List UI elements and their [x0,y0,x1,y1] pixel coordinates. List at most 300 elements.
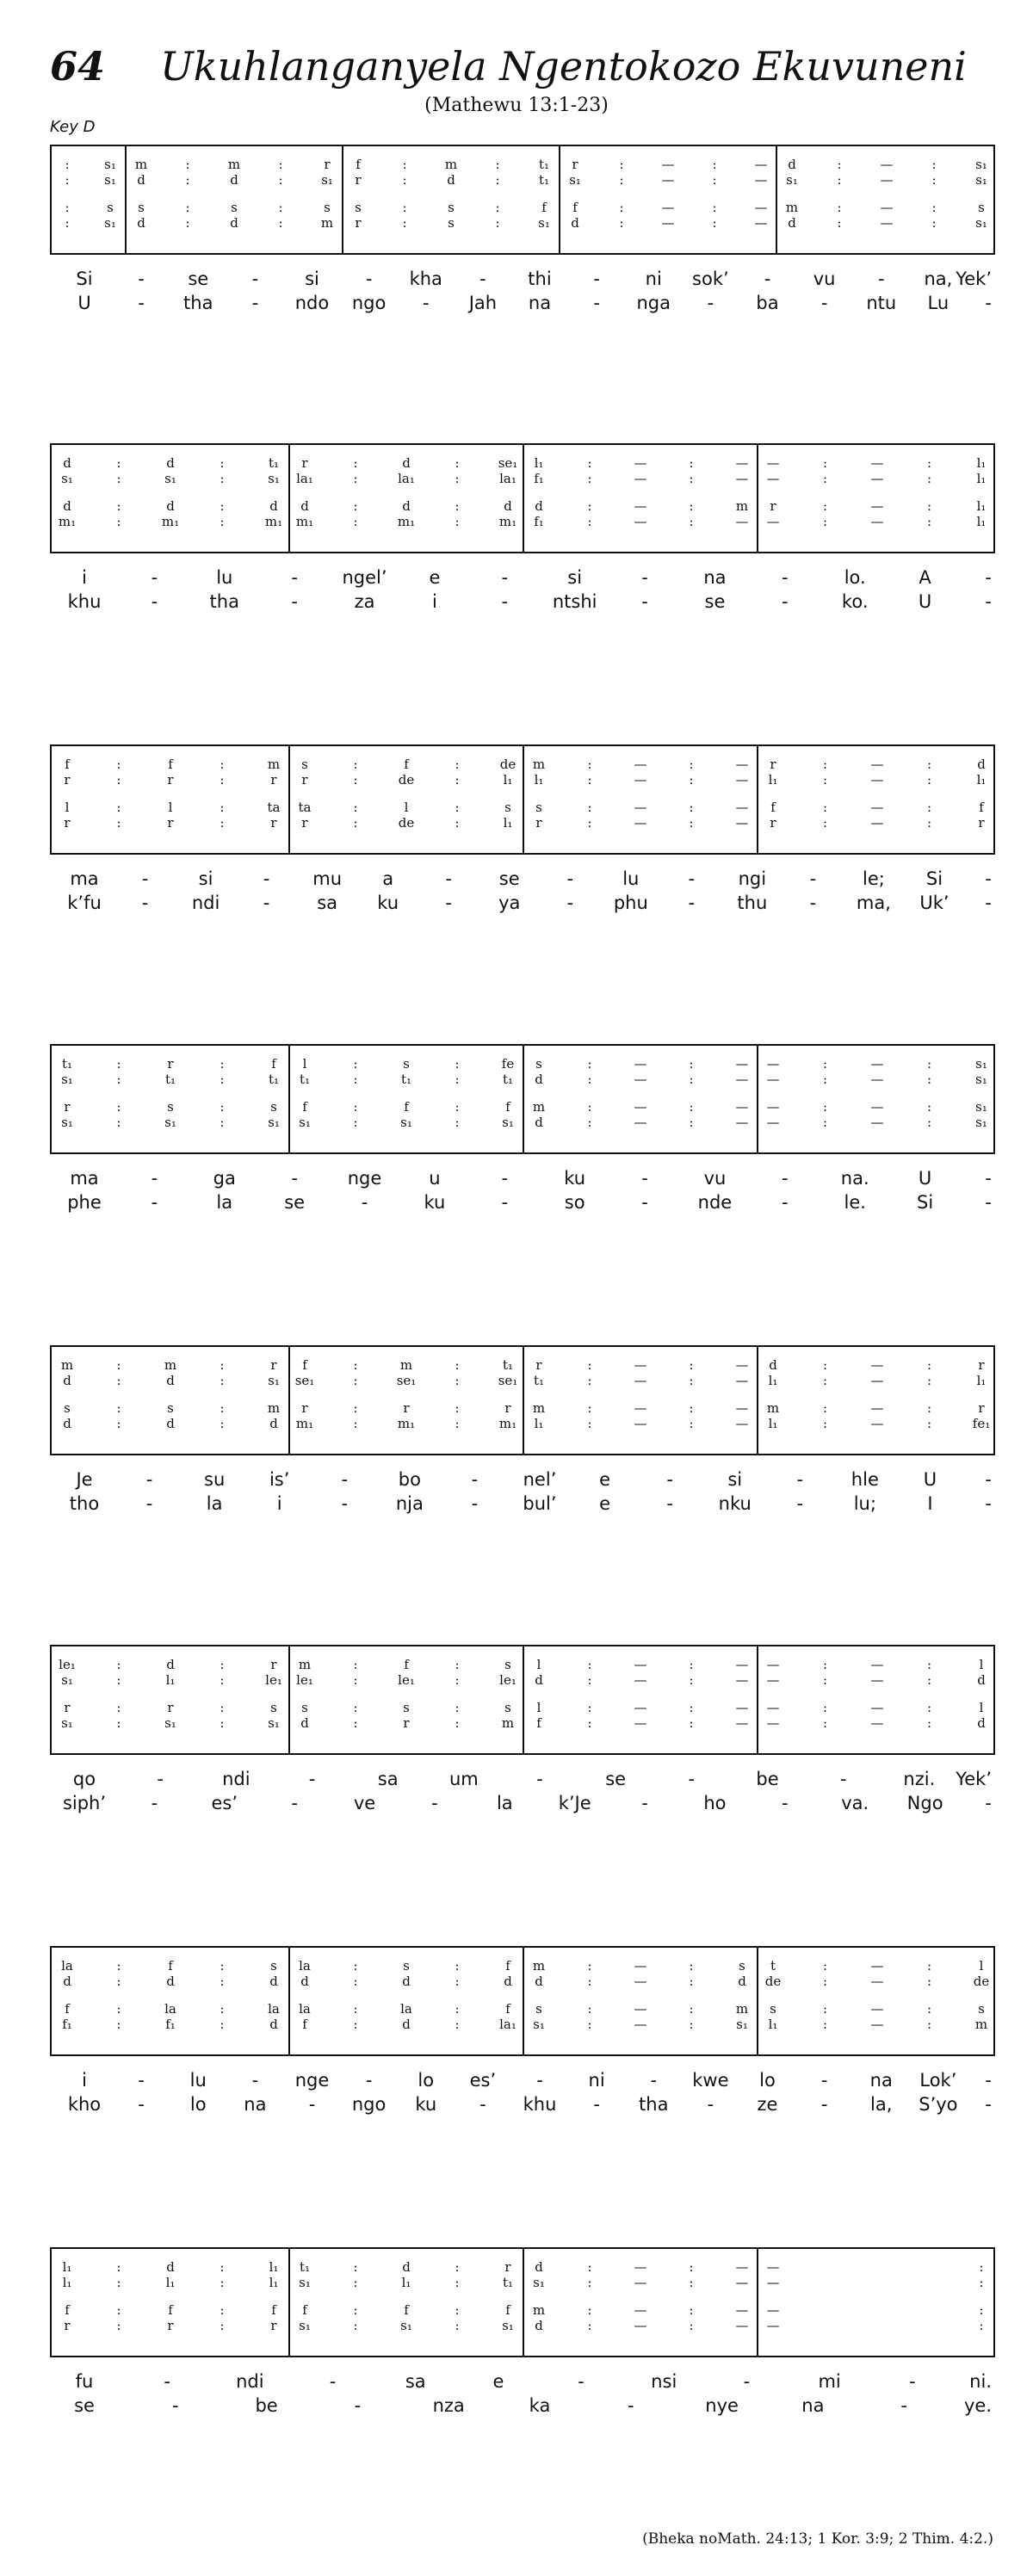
solfa-note: m [766,1400,780,1416]
lyric-syllable: va. [841,1793,869,1813]
solfa-note: s₁ [538,215,550,231]
beat-separator: : [689,772,694,788]
syllable-hyphen: - [365,2070,373,2091]
solfa-note: — [735,757,749,772]
lyric-syllable: sa [377,1769,399,1789]
voice-part [52,455,993,471]
solfa-note: r [64,772,71,788]
solfa-note: de [499,757,516,772]
solfa-note: d [166,1974,175,1989]
lyric-syllable: sok’ [692,269,729,289]
beat-separator: : [822,815,828,831]
solfa-note: — [870,1974,884,1989]
solfa-note: m [532,1958,546,1974]
solfa-note: la₁ [398,471,415,486]
beat-separator: : [837,215,842,231]
beat-separator: : [689,2001,694,2017]
syllable-hyphen: - [251,293,259,313]
solfa-note: d [504,498,512,514]
solfa-note: t₁ [164,1072,176,1087]
beat-separator: : [689,2302,694,2318]
beat-separator: : [926,815,932,831]
lyric-syllable: be [756,1769,779,1789]
syllable-hyphen: - [809,868,817,889]
lyric-syllable: is’ [269,1469,290,1490]
beat-separator: : [116,815,121,831]
beat-separator: : [455,1400,460,1416]
solfa-note: m [735,2001,749,2017]
beat-separator: : [689,2318,694,2333]
syllable-hyphen: - [341,1493,349,1514]
solfa-note: — [766,2318,780,2333]
beat-separator: : [116,498,121,514]
solfa-note: le₁ [398,1672,415,1688]
solfa-note: l₁ [976,772,987,788]
lyric-syllable: nye [705,2395,739,2416]
beat-separator: : [822,772,828,788]
lyric-line [50,1769,995,1791]
beat-separator: : [926,498,932,514]
beat-separator: : [455,2318,460,2333]
lyric-syllable: ngo [351,2094,387,2115]
solfa-note: d [402,455,411,471]
solfa-note: — [634,1099,647,1115]
beat-separator: : [712,157,717,172]
solfa-note: m [320,215,334,231]
lyric-syllable: siph’ [62,1793,107,1813]
solfa-note: t₁ [538,172,550,188]
voice-part [52,2017,993,2032]
solfa-note: la₁ [499,2017,516,2032]
solfa-note: la [268,2001,280,2017]
beat-separator: : [455,498,460,514]
beat-separator: : [926,772,932,788]
solfa-note: f [65,2001,70,2017]
lyric-syllable: vu [813,269,836,289]
solfa-note: s₁ [786,172,798,188]
beat-separator: : [495,215,500,231]
solfa-note: — [870,1700,884,1715]
lyric-line [50,293,995,315]
lyric-syllable: ndi [236,2371,264,2392]
beat-separator: : [116,1056,121,1072]
lyric-syllable: ni. [969,2371,992,2392]
syllable-hyphen: - [593,269,600,289]
syllable-hyphen: - [291,1168,298,1189]
beat-separator: : [116,1072,121,1087]
beat-separator: : [926,2017,932,2032]
lyric-syllable: Lu [927,293,949,313]
beat-separator: : [220,1416,225,1431]
solfa-note: — [634,815,647,831]
beat-separator: : [455,815,460,831]
solfa-note: s [167,1400,174,1416]
syllable-hyphen: - [707,293,714,313]
solfa-note: — [870,1416,884,1431]
beat-separator: : [116,455,121,471]
lyric-syllable: ngi [738,868,767,889]
solfa-note: s₁ [299,2318,311,2333]
lyric-syllable: tho [69,1493,100,1514]
solfa-note: r [572,157,578,172]
syllable-hyphen: - [263,868,270,889]
lyric-line [50,868,995,891]
solfa-note: f₁ [534,514,544,529]
beat-separator: : [353,1416,358,1431]
lyric-syllable: ma [70,1168,99,1189]
beat-separator: : [353,498,358,514]
beat-separator: : [455,2302,460,2318]
solfa-note: s₁ [104,215,116,231]
beat-separator: : [116,757,121,772]
syllable-hyphen: - [172,2395,179,2416]
voice-part [52,772,993,788]
lyric-syllable: ga [213,1168,236,1189]
lyric-syllable: le. [844,1192,866,1213]
solfa-note: — [870,471,884,486]
syllable-hyphen: - [593,293,600,313]
solfa-note: s₁ [61,1672,73,1688]
lyric-syllable: hle [851,1469,879,1490]
lyric-syllable: nzi. [903,1769,936,1789]
solfa-note: r [504,1400,511,1416]
syllable-hyphen: - [251,269,259,289]
lyric-syllable: le; [863,868,885,889]
lyric-syllable: Si [76,269,93,289]
syllable-hyphen: - [985,868,992,889]
lyric-line [50,2395,995,2418]
beat-separator: : [495,200,500,215]
lyric-syllable: ku [377,893,399,913]
lyric-syllable: si [305,269,319,289]
beat-separator: : [353,1072,358,1087]
solfa-note: f [65,2302,70,2318]
solfa-note: m₁ [498,1416,517,1431]
beat-separator: : [587,1672,592,1688]
beat-separator: : [455,1416,460,1431]
lyric-syllable: se [704,591,726,612]
beat-separator: : [116,2017,121,2032]
syllable-hyphen: - [536,2070,543,2091]
lyric-syllable: na, [924,269,953,289]
solfa-note: — [870,1958,884,1974]
syllable-hyphen: - [501,591,509,612]
solfa-note: f [302,1099,307,1115]
lyric-line [50,269,995,291]
solfa-note: de [398,772,415,788]
beat-separator: : [220,2017,225,2032]
syllable-hyphen: - [628,2395,634,2416]
lyric-syllable: es’ [211,1793,238,1813]
syllable-hyphen: - [985,1192,992,1213]
beat-separator: : [587,2259,592,2275]
beat-separator: : [587,2318,592,2333]
syllable-hyphen: - [985,1793,992,1813]
beat-separator: : [116,1657,121,1672]
lyric-syllable: ko. [841,591,869,612]
solfa-note: s₁ [61,1715,73,1731]
beat-separator: : [587,1115,592,1130]
beat-separator: : [926,1657,932,1672]
solfa-note: m [532,2302,546,2318]
solfa-note: — [735,1115,749,1130]
voice-part [52,200,993,215]
beat-separator: : [455,2275,460,2290]
solfa-note: fe₁ [972,1416,991,1431]
solfa-note: d [977,1672,986,1688]
solfa-note: s [978,2001,985,2017]
solfa-note: f [168,2302,173,2318]
beat-separator: : [220,1373,225,1388]
syllable-hyphen: - [820,2094,828,2115]
lyric-syllable: kha [409,269,442,289]
solfa-note: r [270,772,277,788]
lyric-line [50,2094,995,2116]
beat-separator: : [587,2302,592,2318]
lyric-syllable: kwe [692,2070,729,2091]
solfa-note: — [766,1115,780,1130]
beat-separator: : [455,1657,460,1672]
beat-separator: : [689,1958,694,1974]
beat-separator: : [353,2302,358,2318]
solfa-note: s₁ [164,1715,176,1731]
solfa-note: — [634,1958,647,1974]
solfa-note: — [634,1056,647,1072]
syllable-hyphen: - [151,1192,158,1213]
lyric-syllable: za [354,591,375,612]
syllable-hyphen: - [361,1192,368,1213]
beat-separator: : [353,2318,358,2333]
lyric-syllable: bul’ [523,1493,557,1514]
solfa-note: s₁ [975,1072,987,1087]
solfa-note: m₁ [295,1416,314,1431]
beat-separator: : [822,1357,828,1373]
lyric-line [50,591,995,614]
beat-separator: : [926,1715,932,1731]
voice-part [52,471,993,486]
solfa-note: l₁ [768,1416,778,1431]
beat-separator: : [278,157,283,172]
solfa-note: — [634,498,647,514]
solfa-note: s₁ [533,2275,545,2290]
beat-separator: : [455,1672,460,1688]
solfa-note: r [535,815,542,831]
lyric-syllable: ku [415,2094,437,2115]
solfa-note: s₁ [975,1056,987,1072]
beat-separator: : [455,1115,460,1130]
lyric-syllable: ka [529,2395,551,2416]
voice-part [52,1056,993,1072]
solfa-note: la [299,2001,311,2017]
solfa-note: — [766,2275,780,2290]
music-system [50,1946,995,2115]
beat-separator: : [689,1416,694,1431]
solfa-note: d [300,498,309,514]
solfa-note: l [404,800,409,815]
syllable-hyphen: - [650,2070,658,2091]
beat-separator: : [822,1700,828,1715]
solfa-note: d [535,498,543,514]
syllable-hyphen: - [877,269,885,289]
lyric-syllable: um [448,1769,479,1789]
beat-separator: : [455,2259,460,2275]
syllable-hyphen: - [365,269,373,289]
solfa-note: s₁ [61,1115,73,1130]
syllable-hyphen: - [985,1493,992,1514]
solfa-note: — [634,1357,647,1373]
beat-separator: : [220,1657,225,1672]
beat-separator: : [712,215,717,231]
solfa-note: r [270,815,277,831]
solfa-note: l₁ [62,2259,72,2275]
beat-separator: : [353,455,358,471]
solfa-note: s₁ [502,2318,514,2333]
solfa-note: r [270,1357,277,1373]
solfa-note: r [167,772,174,788]
solfa-note: — [870,1672,884,1688]
beat-separator: : [689,1099,694,1115]
beat-separator: : [587,772,592,788]
beat-separator: : [116,1115,121,1130]
beat-separator: : [455,1357,460,1373]
lyric-syllable: u [429,1168,441,1189]
lyric-syllable: vu [703,1168,727,1189]
solfa-note: m₁ [161,514,180,529]
beat-separator: : [926,757,932,772]
solfa-note: l [536,1657,541,1672]
solfa-note: — [870,1099,884,1115]
hymn-number: 64 [50,43,106,90]
solfa-note: s [270,1700,277,1715]
lyric-syllable: ma, [856,893,891,913]
solfa-note: l₁ [768,1373,778,1388]
solfa-note: d [63,498,71,514]
beat-separator: : [65,172,70,188]
beat-separator: : [689,2259,694,2275]
solfa-note: l [979,1700,984,1715]
beat-separator: : [455,471,460,486]
solfa-note: d [166,498,175,514]
key-signature: Key D [50,118,96,136]
lyric-syllable: tha [639,2094,669,2115]
solfa-note: — [766,1672,780,1688]
lyric-syllable: na [244,2094,267,2115]
beat-separator: : [116,2318,121,2333]
solfa-note: — [661,200,675,215]
beat-separator: : [689,455,694,471]
solfa-note: la [299,1958,311,1974]
beat-separator: : [822,1416,828,1431]
beat-separator: : [837,172,842,188]
solfa-note: se₁ [396,1373,417,1388]
beat-separator: : [926,1357,932,1373]
solfa-note: m [164,1357,177,1373]
solfa-note: t₁ [533,1373,545,1388]
lyric-syllable: sa [317,893,338,913]
lyric-syllable: nku [718,1493,752,1514]
solfa-note: l₁ [976,498,987,514]
syllable-hyphen: - [641,1168,648,1189]
solfa-note: d [535,2259,543,2275]
syllable-hyphen: - [985,893,992,913]
beat-separator: : [822,1672,828,1688]
solfa-note: — [766,2302,780,2318]
solfa-note: m₁ [58,514,77,529]
solfa-note: s₁ [975,1099,987,1115]
solfa-note: l₁ [976,514,987,529]
solfa-note: d [402,1974,411,1989]
beat-separator: : [65,200,70,215]
solfa-note: — [880,157,894,172]
beat-separator: : [116,1400,121,1416]
beat-separator: : [220,1357,225,1373]
solfa-note: t₁ [61,1056,73,1072]
staff [50,443,995,553]
syllable-hyphen: - [809,893,817,913]
lyric-syllable: se [74,2395,95,2416]
beat-separator: : [116,1974,121,1989]
syllable-hyphen: - [308,2094,316,2115]
lyric-syllable: nga [636,293,671,313]
solfa-note: la [400,2001,412,2017]
solfa-note: f [505,2001,510,2017]
beat-separator: : [220,498,225,514]
solfa-note: f₁ [165,2017,176,2032]
solfa-note: la₁ [296,471,313,486]
beat-separator: : [587,2017,592,2032]
beat-separator: : [931,157,937,172]
solfa-note: — [766,2259,780,2275]
syllable-hyphen: - [164,2371,170,2392]
voice-part [52,1672,993,1688]
solfa-note: — [880,215,894,231]
beat-separator: : [619,172,624,188]
syllable-hyphen: - [743,2371,751,2392]
solfa-note: l₁ [503,772,513,788]
solfa-note: s₁ [975,1115,987,1130]
beat-separator: : [116,1715,121,1731]
solfa-note: d [402,498,411,514]
beat-separator: : [926,1373,932,1388]
music-system [50,443,995,612]
beat-separator: : [353,1357,358,1373]
solfa-note: d [269,1974,278,1989]
syllable-hyphen: - [641,1793,648,1813]
lyric-syllable: nde [697,1192,733,1213]
beat-separator: : [689,1373,694,1388]
beat-separator: : [402,200,407,215]
beat-separator: : [689,1700,694,1715]
beat-separator: : [353,2275,358,2290]
beat-separator: : [587,498,592,514]
voice-part [52,1400,993,1416]
solfa-note: s₁ [164,471,176,486]
solfa-note: f [572,200,578,215]
beat-separator: : [587,1958,592,1974]
syllable-hyphen: - [688,868,696,889]
syllable-hyphen: - [593,2094,600,2115]
beat-separator: : [689,1974,694,1989]
solfa-note: r [355,215,362,231]
solfa-note: d [535,1672,543,1688]
lyric-syllable: lo [759,2070,776,2091]
solfa-note: f [302,2302,307,2318]
lyric-syllable: lu [189,2070,207,2091]
solfa-note: s [739,1958,745,1974]
beat-separator: : [822,1072,828,1087]
solfa-note: d [977,1715,986,1731]
lyric-syllable: thi [528,269,552,289]
